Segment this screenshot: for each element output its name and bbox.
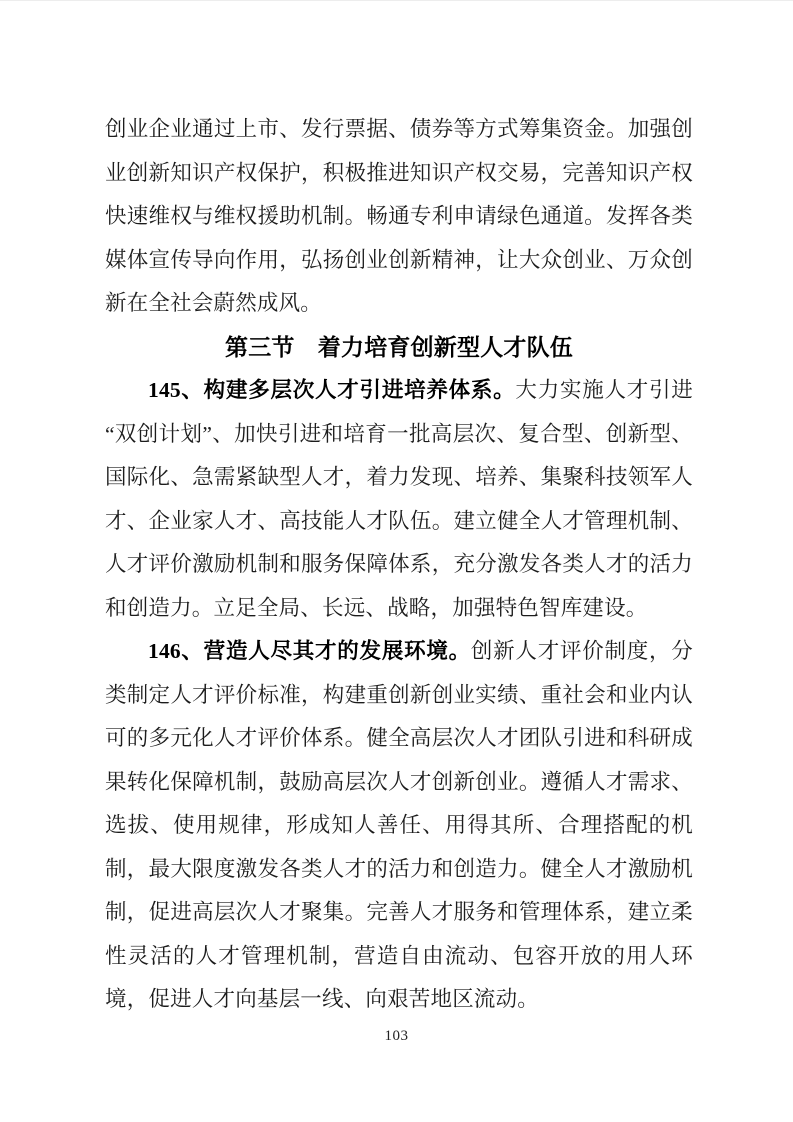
- item-146-lead: 146、营造人尽其才的发展环境。: [148, 639, 471, 663]
- page-number: 103: [384, 1028, 409, 1044]
- section-heading: 第三节 着力培育创新型人才队伍: [225, 334, 573, 360]
- numbered-item-146: [105, 630, 693, 1022]
- item-146-body: 创新人才评价制度，分类制定人才评价标准，构建重创新创业实绩、重社会和业内认可的多元化人才评价体系。健全高层次人才团队引进和科研成果转化保障机制，鼓励高层次人才创新创业。遵循人才需求、选拔、使用规律，形成知人善任、用得其所、合理搭配的机制，最大限度激发各类人才的活力和创造力。健全人才激励机制，促进高层次人才聚集。完善人才服务和管理体系，建立柔性灵活的人才管理机制，营造自由流动、包容开放的用人环境，促进人才向基层一线、向艰苦地区流动。: [105, 639, 693, 1011]
- numbered-item-145: [105, 369, 693, 630]
- page-content: [105, 108, 693, 1022]
- item-145-lead: 145、构建多层次人才引进培养体系。: [148, 378, 516, 402]
- item-145-body: 大力实施人才引进“双创计划”、加快引进和培育一批高层次、复合型、创新型、国际化、急需紧缺型人才，着力发现、培养、集聚科技领军人才、企业家人才、高技能人才队伍。建立健全人才管理机制、人才评价激励机制和服务保障体系，充分激发各类人才的活力和创造力。立足全局、长远、战略，加强特色智库建设。: [105, 378, 693, 620]
- paragraph-continuation: 创业企业通过上市、发行票据、债券等方式筹集资金。加强创业创新知识产权保护，积极推进知识产权交易，完善知识产权快速维权与维权援助机制。畅通专利申请绿色通道。发挥各类媒体宣传导向作用，弘扬创业创新精神，让大众创业、万众创新在全社会蔚然成风。: [105, 117, 693, 315]
